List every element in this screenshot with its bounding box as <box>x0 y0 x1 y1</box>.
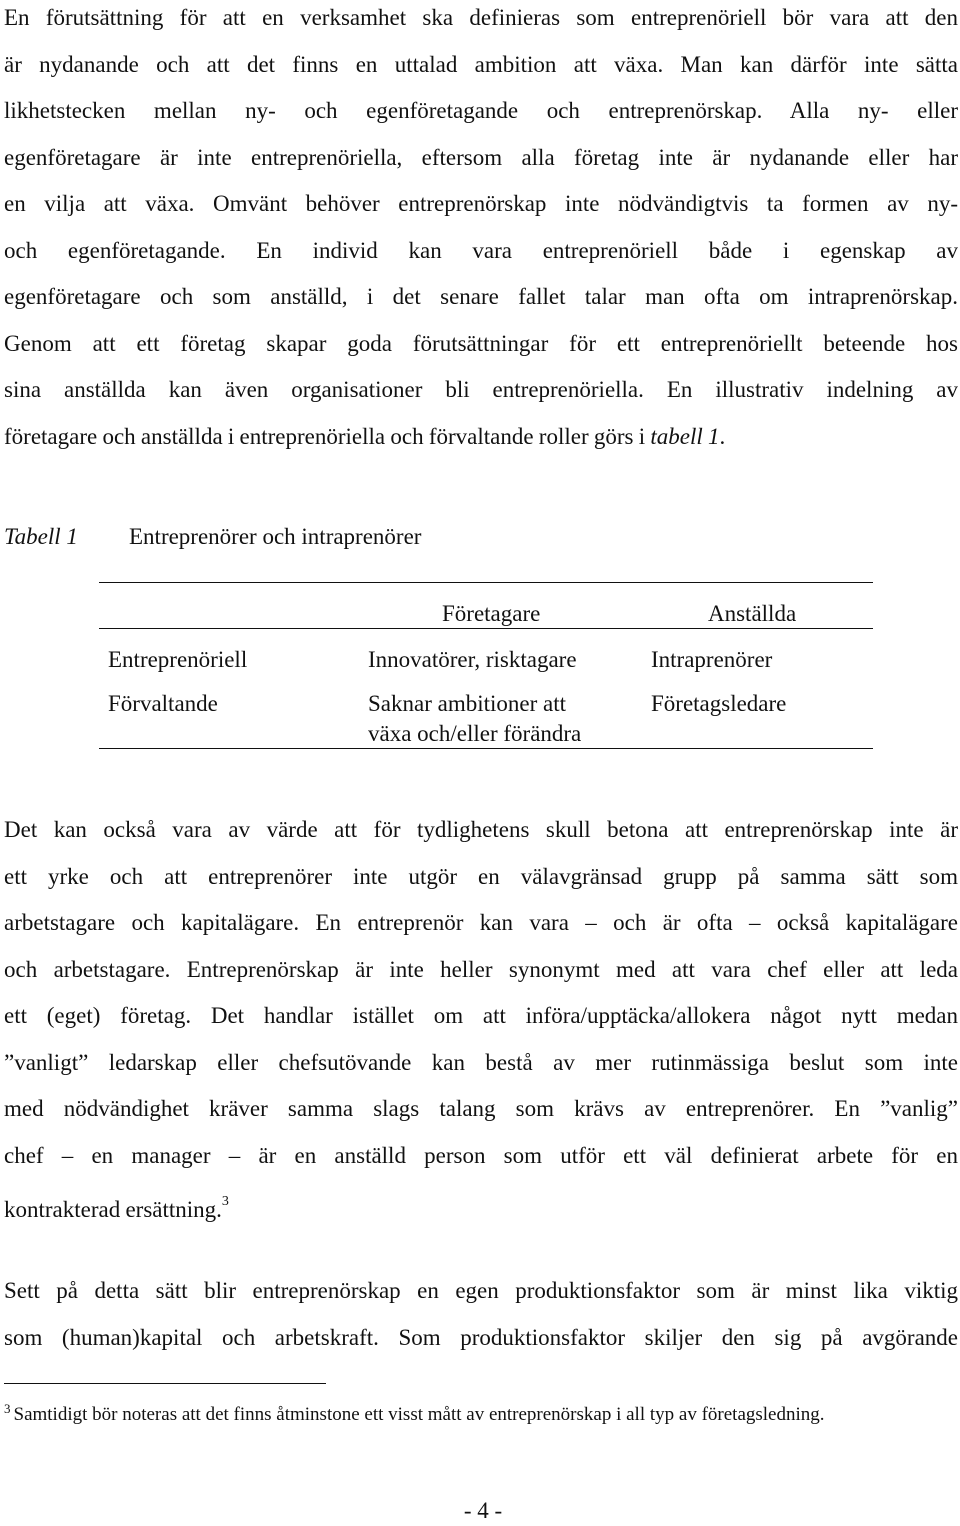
paragraph-line: Sett på detta sätt blir entreprenörskap en egen produktionsfaktor som är minst lika viktig <box>4 1278 958 1303</box>
cell-foretagsledare: Företagsledare <box>651 691 787 716</box>
cell-saknar-ambitioner-line1: Saknar ambitioner att <box>368 691 566 716</box>
footnote <box>4 1396 904 1428</box>
paragraph-line: Genom att ett företag skapar goda förutsättningar för ett entreprenöriellt beteende hos <box>4 330 958 356</box>
paragraph-line: egenföretagare och som anställd, i det senare fallet talar man ofta om intraprenörskap. <box>4 284 958 309</box>
paragraph-line: ett yrke och att entreprenörer inte utgör en välavgränsad grupp på samma sätt som <box>4 863 958 889</box>
paragraph-line: ett (eget) företag. Det handlar istället om att införa/upptäcka/allokera något nytt medan <box>4 1003 958 1028</box>
footnote-text: Samtidigt bör noteras att det finns åtminstone ett visst mått av entreprenörskap i all typ av företagsledning. <box>13 1404 825 1425</box>
footnote-number: 3 <box>4 1401 11 1416</box>
paragraph-line: ”vanligt” ledarskap eller chefsutövande kan bestå av mer rutinmässiga beslut som inte <box>4 1049 958 1075</box>
paragraph-line: är nydanande och att det finns en uttalad ambition att växa. Man kan därför inte sätta <box>4 51 958 77</box>
table-bottom-rule <box>99 748 873 749</box>
table-title: Entreprenörer och intraprenörer <box>129 524 422 549</box>
cell-saknar-ambitioner-line2: växa och/eller förändra <box>368 721 582 746</box>
paragraph-line: En förutsättning för att en verksamhet ska definieras som entreprenöriell bör vara att den <box>4 5 958 30</box>
paragraph-3 <box>4 1268 958 1361</box>
paragraph-line: en vilja att växa. Omvänt behöver entreprenörskap inte nödvändigtvis ta formen av ny- <box>4 191 958 216</box>
column-header-anstallda: Anställda <box>708 601 797 626</box>
paragraph-2 <box>4 807 958 1234</box>
paragraph-line: arbetstagare och kapitalägare. En entreprenör kan vara – och är ofta – också kapitalägare <box>4 910 958 935</box>
page-number <box>0 1496 960 1526</box>
table-top-rule <box>99 582 873 583</box>
paragraph-line: och egenföretagande. En individ kan vara entreprenöriell både i egenskap av <box>4 237 958 263</box>
paragraph-last-line <box>4 414 958 461</box>
row-label-entreprenoriell: Entreprenöriell <box>108 647 248 672</box>
paragraph-line: och arbetstagare. Entreprenörskap är inte heller synonymt med att vara chef eller att leda <box>4 956 958 982</box>
paragraph-line: egenföretagare är inte entreprenöriella, eftersom alla företag inte är nydanande eller har <box>4 144 958 170</box>
footnote-reference[interactable]: 3 <box>221 1194 229 1209</box>
cell-intraprenorer: Intraprenörer <box>651 647 773 672</box>
row-label-forvaltande: Förvaltande <box>108 691 218 716</box>
paragraph-last-line <box>4 1179 958 1234</box>
paragraph-line: Det kan också vara av värde att för tydlighetens skull betona att entreprenörskap inte är <box>4 817 958 842</box>
table-reference[interactable]: tabell 1 <box>650 423 720 449</box>
paragraph-line: som (human)kapital och arbetskraft. Som produktionsfaktor skiljer den sig på avgörande <box>4 1324 958 1350</box>
paragraph-line: chef – en manager – är en anställd person som utför ett väl definierat arbete för en <box>4 1142 958 1168</box>
last-line-period: . <box>719 423 726 449</box>
table-header-rule <box>99 628 873 629</box>
page-number-text: - 4 - <box>463 1498 503 1523</box>
footnote-separator <box>4 1383 326 1384</box>
last-line-text: företagare och anställda i entreprenöriella och förvaltande roller görs i <box>4 423 651 449</box>
column-header-foretagare: Företagare <box>442 601 541 626</box>
paragraph-line: likhetstecken mellan ny- och egenföretagande och entreprenörskap. Alla ny- eller <box>4 98 958 123</box>
last-line-text: kontrakterad ersättning. <box>4 1197 222 1222</box>
paragraph-line: med nödvändighet kräver samma slags talang som krävs av entreprenörer. En ”vanlig” <box>4 1096 958 1121</box>
paragraph-line: sina anställda kan även organisationer bli entreprenöriella. En illustrativ indelning av <box>4 377 958 402</box>
cell-innovatorer: Innovatörer, risktagare <box>368 647 577 672</box>
table-label: Tabell 1 <box>4 524 78 549</box>
paragraph-1 <box>4 0 958 460</box>
